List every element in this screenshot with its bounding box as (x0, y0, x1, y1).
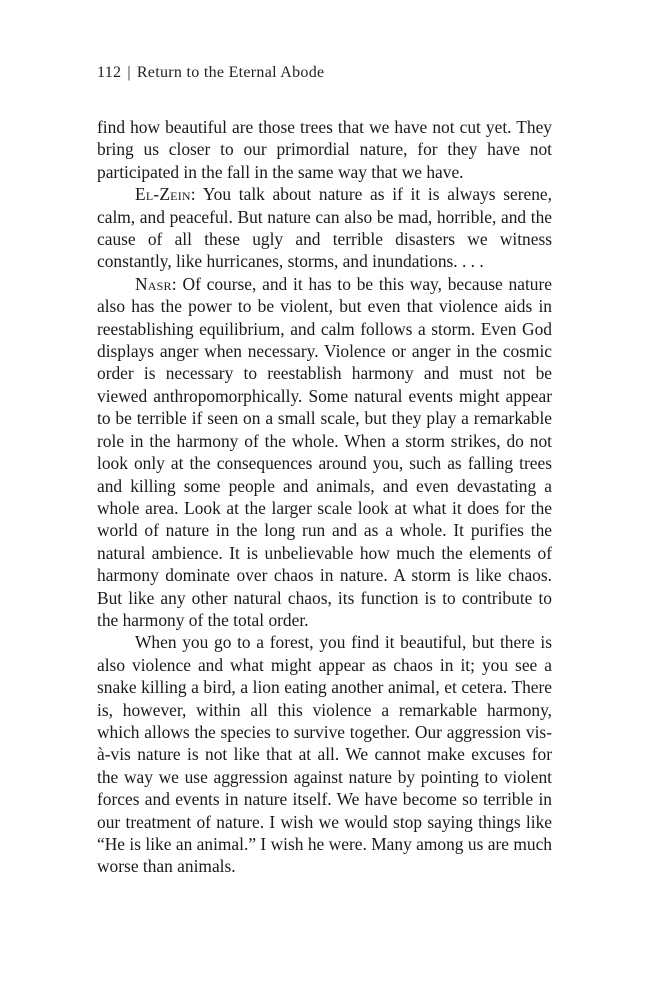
speaker-label: El-Zein: (135, 184, 196, 205)
book-title: Return to the Eternal Abode (136, 64, 325, 81)
running-head (97, 64, 324, 82)
paragraph-el-zein (97, 183, 552, 273)
paragraph-continuation (97, 116, 552, 183)
page-number: 112 (97, 64, 122, 81)
speaker-label: Nasr: (135, 273, 177, 294)
paragraph-forest (97, 631, 552, 877)
paragraph-text: Of course, and it has to be this way, because nature also has the power to be violent, but even that violence aids in reestablishing equilibrium, and calm follows a storm. Even God displays anger when necessary. Violence or anger in the cosmic order is necessary to reestablish harmony and must not be viewed anthropomorphically. Some natural events might appear to be terrible if seen on a small scale, but they play a remarkable role in the harmony of the whole. When a storm strikes, do not look only at the consequences around you, such as falling trees and killing some people and animals, and even devastating a whole area. Look at the larger scale look at what it does for the world of nature in the long run and as a whole. It purifies the natural ambience. It is unbelievable how much the elements of harmony dominate over chaos in nature. A storm is like chaos. But like any other natural chaos, its function is to contribute to the harmony of the total order. (97, 273, 552, 630)
paragraph-text: find how beautiful are those trees that we have not cut yet. They bring us closer to our primordial nature, for they have not participated in the fall in the same way that we have. (97, 117, 552, 182)
running-head-separator: | (127, 64, 131, 81)
body-text (97, 116, 552, 878)
paragraph-text: When you go to a forest, you find it beautiful, but there is also violence and what might appear as chaos in it; you see a snake killing a bird, a lion eating another animal, et cetera. There is, however, within all this violence a remarkable harmony, which allows the species to survive together. Our aggression vis-à-vis nature is not like that at all. We cannot make excuses for the way we use aggression against nature by pointing to violent forces and events in nature itself. We have become so terrible in our treatment of nature. I wish we would stop saying things like “He is like an animal.” I wish he were. Many among us are much worse than animals. (97, 632, 552, 877)
paragraph-nasr (97, 273, 552, 632)
paragraph-text: You talk about nature as if it is always serene, calm, and peaceful. But nature can also be mad, horrible, and the cause of all these ugly and terrible disasters we witness constantly, like hurricanes, storms, and inundations. . . . (97, 184, 552, 272)
